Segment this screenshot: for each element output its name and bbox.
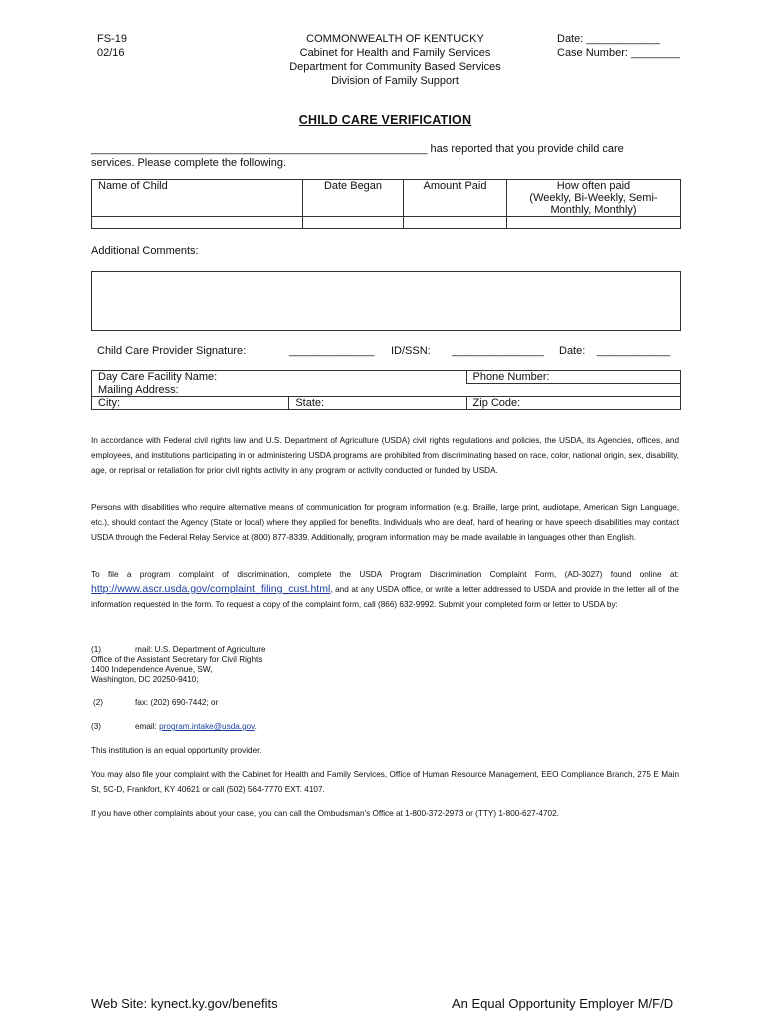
child-table [91, 179, 681, 229]
col-date-began: Date Began [303, 180, 404, 217]
comments-box[interactable] [91, 271, 681, 331]
city-field[interactable]: City: [92, 397, 289, 410]
cabinet-paragraph: You may also file your complaint with the Cabinet for Health and Family Services, Office of Human Resource Management, EEO Compliance Branch, 275 E Main St, 5C-D, Frankfort, KY 40621 or call (502) 564-7770 EXT. 4107. [91, 770, 679, 794]
agency-line: Department for Community Based Services [289, 61, 501, 73]
comments-label: Additional Comments: [91, 245, 199, 257]
complaint-text-b: , and at any USDA office, or write a letter addressed to USDA and provide in the letter all of the information requested in the form. To request a copy of the complaint form, call (866) 632-9992. Submit your completed form or letter to USDA by: [91, 585, 679, 609]
email-end: . [254, 722, 257, 731]
mail-block [91, 645, 491, 685]
facility-row [92, 371, 681, 384]
mail-number: (1) [91, 645, 102, 654]
fax-line: fax: (202) 690-7442; or [135, 698, 219, 707]
col-amount-paid: Amount Paid [404, 180, 507, 217]
provider-name-blank[interactable]: _______________________________________________________ [91, 143, 428, 155]
col-how-often-paid [507, 180, 681, 217]
form-date: 02/16 [97, 47, 125, 59]
mail-line: Washington, DC 20250-9410; [91, 675, 199, 684]
civil-rights-paragraph: In accordance with Federal civil rights law and U.S. Department of Agriculture (USDA) civil rights regulations and policies, the USDA, its Agencies, offices, and employees, and institutions participating in or administering USDA programs are prohibited from discriminating based on race, color, national origin, sex, disability, age, or reprisal or retaliation for prior civil rights activity in any program or activity conducted or funded by USDA. [91, 436, 679, 475]
date-case-block [557, 32, 680, 60]
how-often-cell[interactable] [507, 217, 681, 229]
fax-number: (2) [93, 698, 104, 707]
complaint-text-a: To file a program complaint of discrimination, complete the USDA Program Discrimination Complaint Form, (AD-3027) found online at: [91, 570, 679, 579]
table-header-row [92, 180, 681, 217]
footer-website: Web Site: kynect.ky.gov/benefits [91, 996, 278, 1011]
intro-line-1 [91, 143, 624, 155]
how-often-line: (Weekly, Bi-Weekly, Semi- [529, 192, 658, 204]
agency-line: Division of Family Support [331, 75, 459, 87]
facility-table [91, 370, 681, 410]
signature-date-label: Date: [559, 345, 586, 357]
mail-line: 1400 Independence Avenue, SW, [91, 665, 213, 674]
complaint-paragraph [91, 567, 679, 612]
ombudsman-paragraph: If you have other complaints about your case, you can call the Ombudsman's Office at 1-800-372-2973 or (TTY) 1-800-627-4702. [91, 809, 559, 818]
col-name-of-child: Name of Child [92, 180, 303, 217]
page-title: CHILD CARE VERIFICATION [298, 113, 472, 127]
mailing-row [92, 384, 681, 397]
how-often-line: How often paid [556, 180, 631, 192]
signature-label: Child Care Provider Signature: [97, 345, 247, 357]
zip-code-field[interactable]: Zip Code: [466, 397, 680, 410]
id-ssn-blank[interactable]: _______________ [452, 345, 544, 357]
phone-number-field[interactable]: Phone Number: [466, 371, 680, 384]
date-field[interactable]: Date: ____________ [557, 33, 660, 45]
id-ssn-label: ID/SSN: [391, 345, 431, 357]
disabilities-paragraph: Persons with disabilities who require alternative means of communication for program information (e.g. Braille, large print, audiotape, American Sign Language, etc.), should contact the Agency (State or local) where they applied for benefits. Individuals who are deaf, hard of hearing or have speech disabilities may contact USDA through the Federal Relay Service at (800) 877-8339. Additionally, program information may be made available in languages other than English. [91, 503, 679, 542]
agency-block [250, 32, 540, 88]
email-line [135, 722, 257, 732]
complaint-link[interactable]: http://www.ascr.usda.gov/complaint_filing_cust.html [91, 583, 331, 595]
city-row [92, 397, 681, 410]
agency-line: Cabinet for Health and Family Services [299, 47, 491, 59]
intro-text: has reported that you provide child care [430, 143, 624, 155]
date-began-cell[interactable] [303, 217, 404, 229]
case-number-field[interactable]: Case Number: ________ [557, 47, 680, 59]
signature-date-blank[interactable]: ____________ [597, 345, 671, 357]
mailing-address-field[interactable]: Mailing Address: [92, 384, 681, 397]
signature-blank[interactable]: ______________ [289, 345, 375, 357]
intro-line-2: services. Please complete the following. [91, 157, 287, 169]
how-often-line: Monthly, Monthly) [550, 204, 637, 216]
table-row [92, 217, 681, 229]
state-field[interactable]: State: [289, 397, 466, 410]
form-id-block [97, 32, 127, 60]
email-link[interactable]: program.intake@usda.gov [159, 722, 255, 731]
form-id: FS-19 [97, 33, 127, 45]
facility-name-field[interactable]: Day Care Facility Name: [92, 371, 467, 384]
mail-line: Office of the Assistant Secretary for Civil Rights [91, 655, 263, 664]
agency-line: COMMONWEALTH OF KENTUCKY [306, 33, 484, 45]
mail-line: mail: U.S. Department of Agriculture [135, 645, 266, 654]
footer-employer: An Equal Opportunity Employer M/F/D [452, 996, 674, 1011]
email-number: (3) [91, 722, 102, 731]
child-name-cell[interactable] [92, 217, 303, 229]
email-label: email: [135, 722, 157, 731]
amount-paid-cell[interactable] [404, 217, 507, 229]
equal-opportunity-statement: This institution is an equal opportunity provider. [91, 746, 262, 755]
